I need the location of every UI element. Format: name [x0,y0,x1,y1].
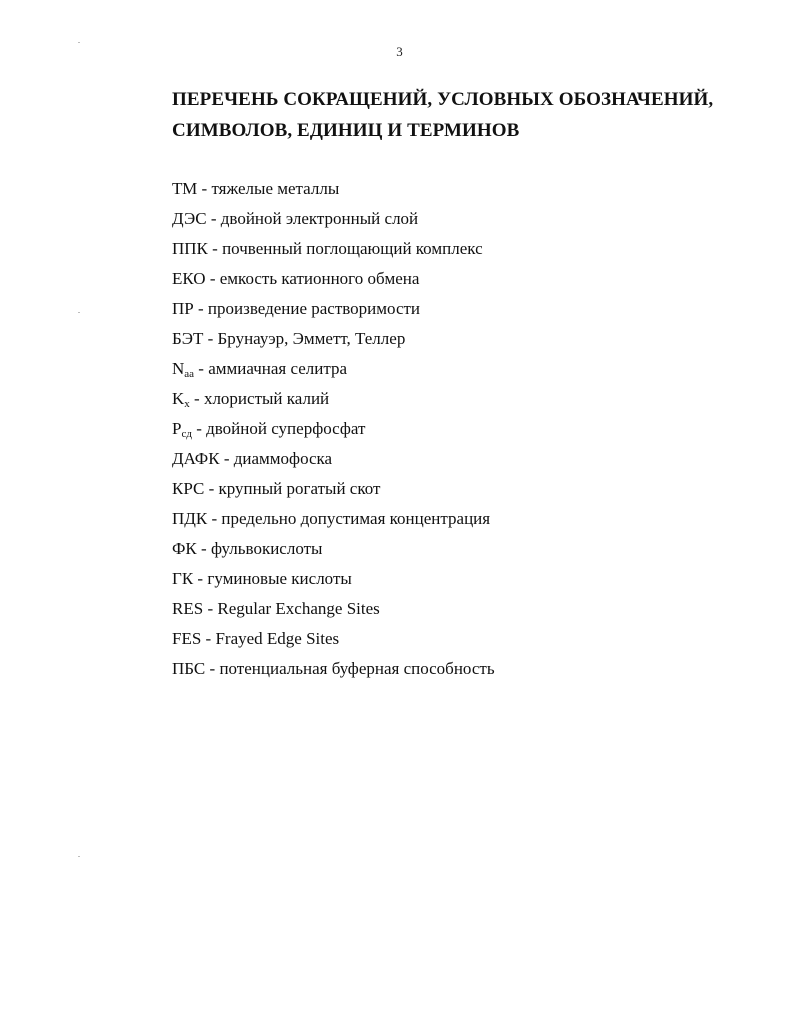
abbreviation-separator: - [196,539,211,558]
abbreviation-separator: - [204,479,219,498]
abbreviation-separator: - [193,299,208,318]
abbreviation-definition: Regular Exchange Sites [217,599,380,618]
abbreviation-definition: крупный рогатый скот [218,479,381,498]
abbreviation-separator: - [189,389,204,408]
abbreviation-definition: Frayed Edge Sites [215,629,340,648]
abbreviation-item [172,174,732,204]
abbreviation-term: ПДК [172,509,208,528]
abbreviation-separator: - [193,569,208,588]
abbreviation-item [172,264,732,294]
abbreviation-item [172,564,732,594]
abbreviation-definition: потенциальная буферная способность [219,659,495,678]
abbreviation-separator: - [205,269,220,288]
page-title-line-2: СИМВОЛОВ, ЕДИНИЦ И ТЕРМИНОВ [172,120,520,141]
scan-mark [78,312,80,313]
abbreviation-definition: аммиачная селитра [208,359,348,378]
abbreviation-item [172,504,732,534]
abbreviation-list [172,174,732,684]
abbreviation-separator: - [206,209,221,228]
abbreviation-item [172,624,732,654]
abbreviation-definition: двойной электронный слой [220,209,419,228]
abbreviation-term: RES [172,599,204,618]
abbreviation-separator: - [191,419,207,438]
abbreviation-term: ТМ [172,179,198,198]
abbreviation-subscript: сд [181,428,192,440]
abbreviation-separator: - [197,179,212,198]
abbreviation-item [172,324,732,354]
abbreviation-item [172,654,732,684]
abbreviation-item [172,414,732,444]
abbreviation-term: ПБС [172,659,206,678]
page-title-line-1: ПЕРЕЧЕНЬ СОКРАЩЕНИЙ, УСЛОВНЫХ ОБОЗНАЧЕНИЙ, [172,89,714,110]
abbreviation-term: ПР [172,299,194,318]
abbreviation-subscript: х [184,398,190,410]
abbreviation-item [172,234,732,264]
abbreviation-term: P [172,419,182,438]
abbreviation-item [172,534,732,564]
abbreviation-term: КРС [172,479,205,498]
abbreviation-definition: гуминовые кислоты [207,569,352,588]
abbreviation-item [172,594,732,624]
abbreviation-item [172,384,732,414]
abbreviation-term: K [172,389,185,408]
abbreviation-separator: - [201,629,216,648]
page-title [172,84,732,146]
abbreviation-separator: - [207,239,223,258]
abbreviation-item [172,444,732,474]
scan-mark [78,42,80,43]
scan-mark [78,856,80,857]
abbreviation-item [172,354,732,384]
abbreviation-term: ЕКО [172,269,206,288]
abbreviation-separator: - [205,659,220,678]
abbreviation-subscript: аа [184,368,195,380]
abbreviation-term: N [172,359,185,378]
abbreviation-definition: двойной суперфосфат [206,419,366,438]
abbreviation-term: ГК [172,569,194,588]
abbreviation-definition: диаммофоска [233,449,333,468]
abbreviation-definition: Брунауэр, Эмметт, Теллер [217,329,406,348]
abbreviation-item [172,204,732,234]
page-number: 3 [396,44,403,59]
abbreviation-definition: хлористый калий [203,389,330,408]
abbreviation-definition: емкость катионного обмена [219,269,420,288]
abbreviation-separator: - [219,449,234,468]
abbreviation-definition: тяжелые металлы [211,179,340,198]
abbreviation-separator: - [194,359,209,378]
abbreviation-term: ППК [172,239,208,258]
abbreviation-term: ДАФК [172,449,220,468]
abbreviation-item [172,294,732,324]
abbreviation-term: БЭТ [172,329,204,348]
abbreviation-item [172,474,732,504]
abbreviation-separator: - [207,509,222,528]
abbreviation-term: ФК [172,539,197,558]
abbreviation-separator: - [203,599,218,618]
abbreviation-term: ДЭС [172,209,207,228]
abbreviation-definition: произведение растворимости [207,299,421,318]
abbreviation-term: FES [172,629,202,648]
abbreviation-definition: почвенный поглощающий комплекс [222,239,483,258]
abbreviation-separator: - [203,329,218,348]
abbreviation-definition: предельно допустимая концентрация [221,509,491,528]
abbreviation-definition: фульвокислоты [210,539,323,558]
